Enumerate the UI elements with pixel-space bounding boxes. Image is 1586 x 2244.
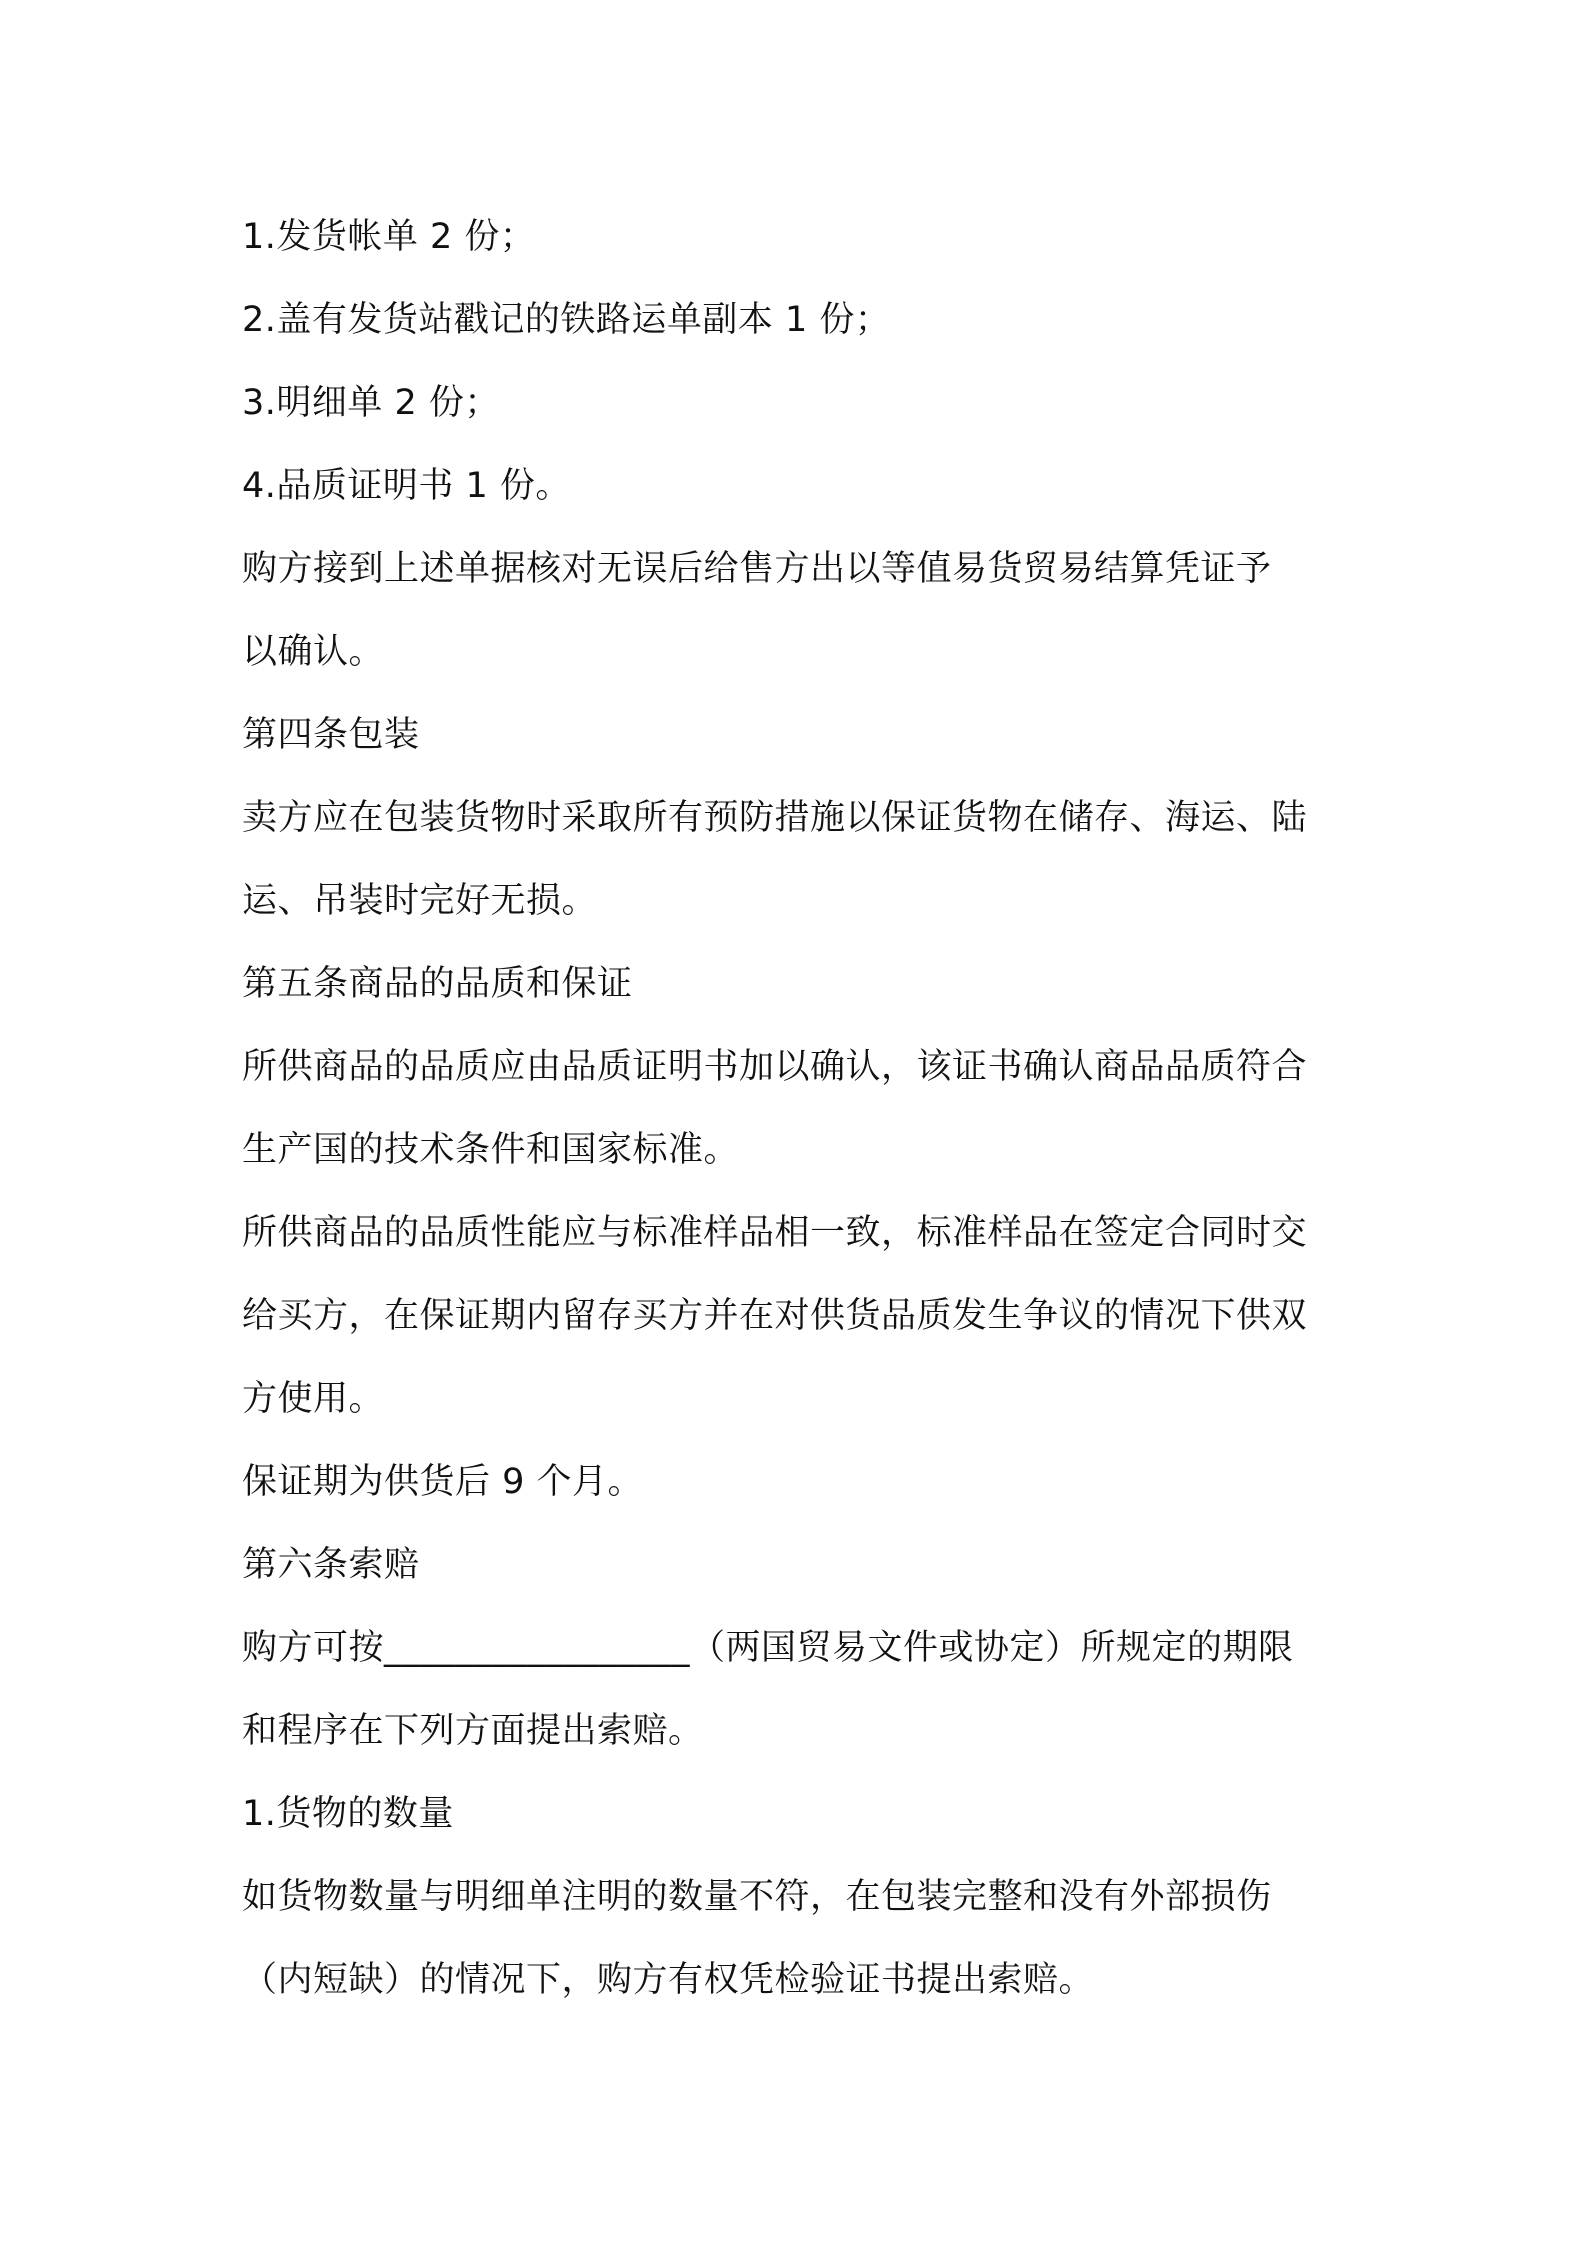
text-line: 如货物数量与明细单注明的数量不符，在包装完整和没有外部损伤	[242, 1877, 1272, 1917]
text-line: 4.品质证明书 1 份。	[242, 466, 571, 506]
text-line: 和程序在下列方面提出索赔。	[242, 1711, 704, 1751]
text-line: 保证期为供货后 9 个月。	[242, 1462, 644, 1502]
text-line: 以确认。	[242, 632, 385, 672]
section-heading: 第四条包装	[242, 715, 420, 755]
text-line: 给买方，在保证期内留存买方并在对供货品质发生争议的情况下供双	[242, 1296, 1308, 1336]
text-line: 所供商品的品质性能应与标准样品相一致，标准样品在签定合同时交	[242, 1213, 1308, 1253]
document-body	[242, 196, 1362, 2022]
text-line: 3.明细单 2 份；	[242, 383, 500, 423]
text-line: 购方可按_________________（两国贸易文件或协定）所规定的期限	[242, 1628, 1294, 1668]
section-heading: 第六条索赔	[242, 1545, 420, 1585]
text-line: 生产国的技术条件和国家标准。	[242, 1130, 740, 1170]
text-line: 方使用。	[242, 1379, 385, 1419]
text-line: （内短缺）的情况下，购方有权凭检验证书提出索赔。	[242, 1960, 1095, 2000]
text-line: 2.盖有发货站戳记的铁路运单副本 1 份；	[242, 300, 891, 340]
section-heading: 第五条商品的品质和保证	[242, 964, 633, 1004]
subsection-heading: 1.货物的数量	[242, 1794, 454, 1834]
text-line: 卖方应在包装货物时采取所有预防措施以保证货物在储存、海运、陆	[242, 798, 1308, 838]
text-line: 1.发货帐单 2 份；	[242, 217, 536, 257]
text-line: 运、吊装时完好无损。	[242, 881, 598, 921]
text-line: 购方接到上述单据核对无误后给售方出以等值易货贸易结算凭证予	[242, 549, 1272, 589]
text-line: 所供商品的品质应由品质证明书加以确认，该证书确认商品品质符合	[242, 1047, 1308, 1087]
